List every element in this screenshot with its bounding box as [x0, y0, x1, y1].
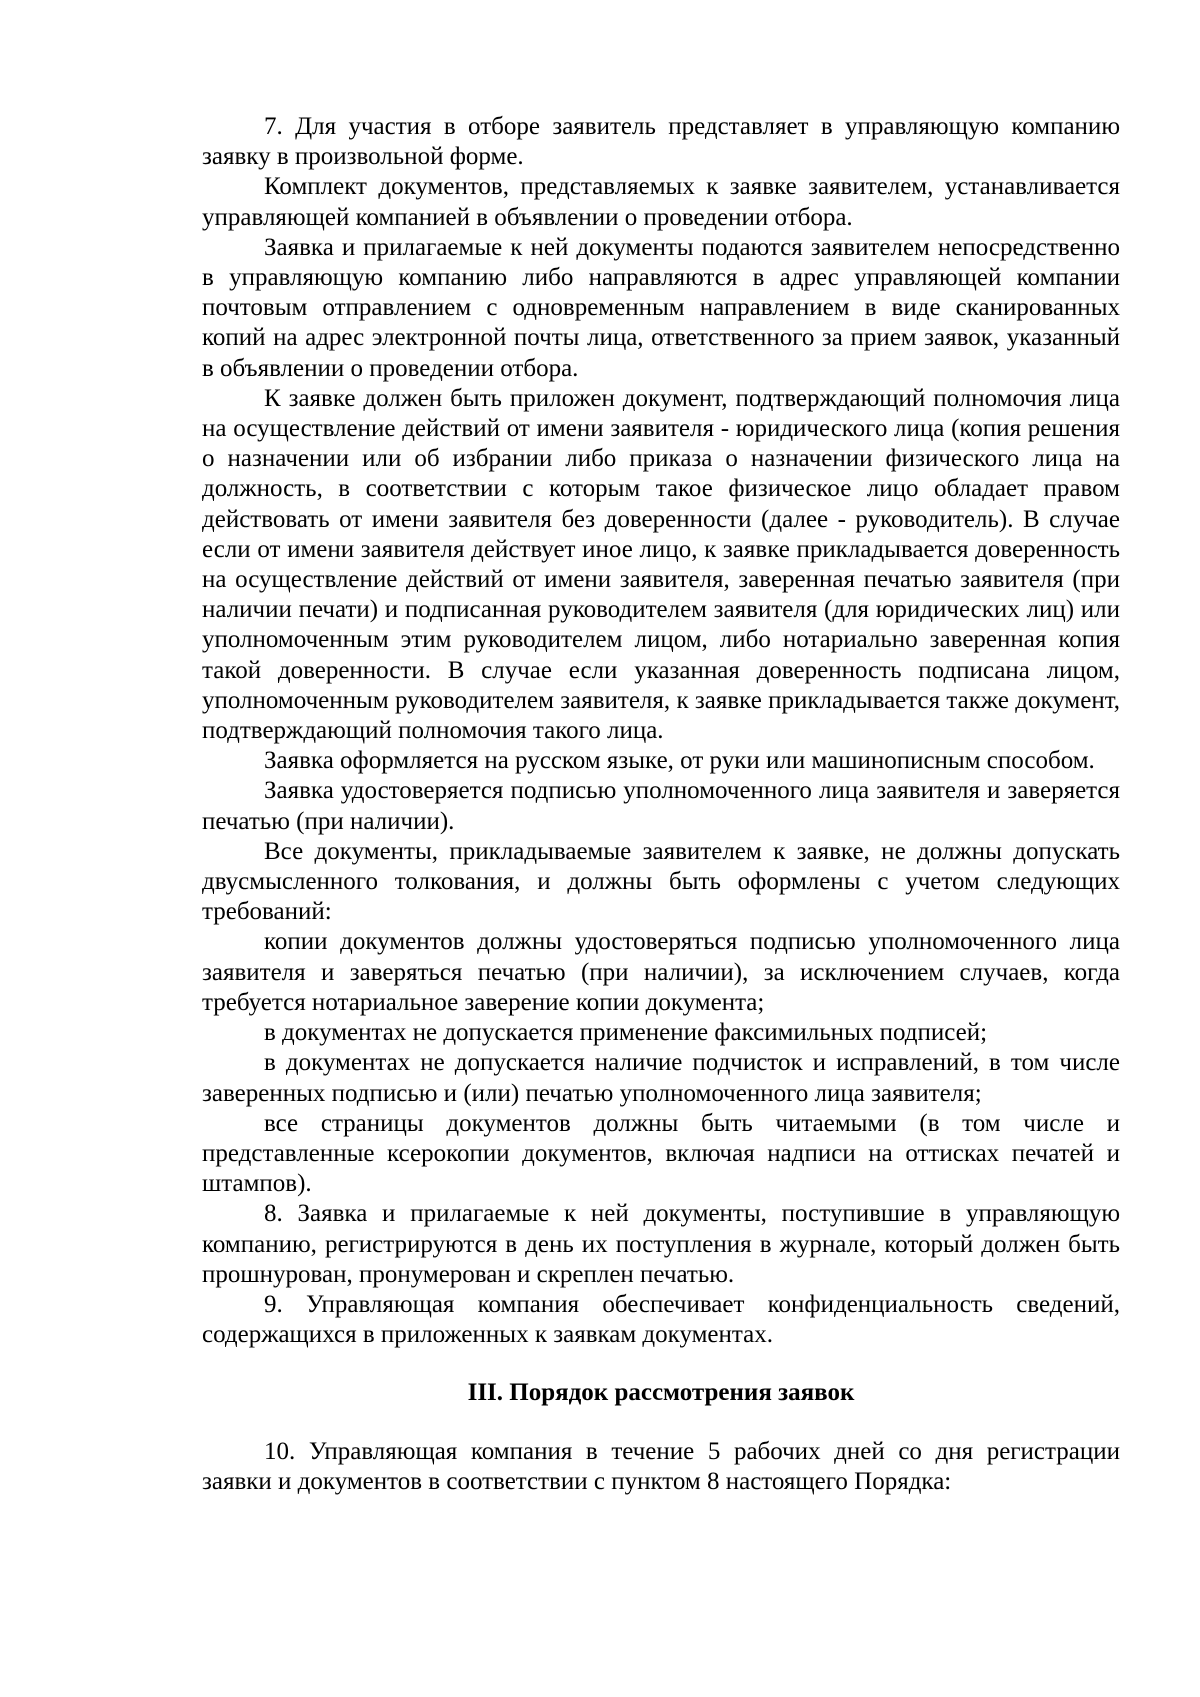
paragraph-item-9: 9. Управляющая компания обеспечивает конфиденциальность сведений, содержащихся в приложенных к заявкам документах. — [202, 1290, 1120, 1349]
spacer — [202, 1409, 1120, 1437]
paragraph-item-8: 8. Заявка и прилагаемые к ней документы, поступившие в управляющую компанию, регистрируются в день их поступления в журнале, который должен быть прошнурован, пронумерован и скреплен печатью. — [202, 1200, 1120, 1288]
paragraph-requirement-corrections: в документах не допускается наличие подчисток и исправлений, в том числе заверенных подписью и (или) печатью уполномоченного лица заявителя; — [202, 1049, 1120, 1107]
paragraph-document-set: Комплект документов, представляемых к заявке заявителем, устанавливается управляющей компанией в объявлении о проведении отбора. — [202, 173, 1120, 231]
document-page — [202, 112, 1120, 1497]
paragraph-requirement-readable: все страницы документов должны быть читаемыми (в том числе и представленные ксерокопии документов, включая надписи на оттисках печатей и штампов). — [202, 1109, 1120, 1198]
spacer — [202, 1350, 1120, 1378]
paragraph-requirement-copies: копии документов должны удостоверяться подписью уполномоченного лица заявителя и заверяться печатью (при наличии), за исключением случаев, когда требуется нотариальное заверение копии документа; — [202, 928, 1120, 1016]
paragraph-signature: Заявка удостоверяется подписью уполномоченного лица заявителя и заверяется печатью (при наличии). — [202, 777, 1120, 835]
section-heading: III. Порядок рассмотрения заявок — [467, 1379, 855, 1407]
paragraph-language: Заявка оформляется на русском языке, от руки или машинописным способом. — [264, 747, 1095, 775]
paragraph-authority-document: К заявке должен быть приложен документ, подтверждающий полномочия лица на осуществление действий от имени заявителя - юридического лица (копия решения о назначении или об избрании либо приказа о назначении физического лица на должность, в соответствии с которым такое физическое лицо обладает правом действовать от имени заявителя без доверенности (далее - руководитель). В случае если от имени заявителя действует иное лицо, к заявке прикладывается доверенность на осуществление действий от имени заявителя, заверенная печатью заявителя (при наличии печати) и подписанная руководителем заявителя (для юридических лиц) или уполномоченным этим руководителем лицом, либо нотариально заверенная копия такой доверенности. В случае если указанная доверенность подписана лицом, уполномоченным руководителем заявителя, к заявке прикладывается также документ, подтверждающий полномочия такого лица. — [202, 384, 1120, 745]
paragraph-item-10: 10. Управляющая компания в течение 5 рабочих дней со дня регистрации заявки и документов в соответствии с пунктом 8 настоящего Порядка: — [202, 1437, 1120, 1495]
paragraph-item-7: 7. Для участия в отборе заявитель представляет в управляющую компанию заявку в произвольной форме. — [202, 113, 1120, 171]
paragraph-requirements-intro: Все документы, прикладываемые заявителем к заявке, не должны допускать двусмысленного толкования, и должны быть оформлены с учетом следующих требований: — [202, 837, 1120, 926]
paragraph-requirement-facsimile: в документах не допускается применение факсимильных подписей; — [264, 1019, 988, 1047]
paragraph-submission: Заявка и прилагаемые к ней документы подаются заявителем непосредственно в управляющую компанию либо направляются в адрес управляющей компании почтовым отправлением с одновременным направлением в виде сканированных копий на адрес электронной почты лица, ответственного за прием заявок, указанный в объявлении о проведении отбора. — [202, 233, 1120, 382]
